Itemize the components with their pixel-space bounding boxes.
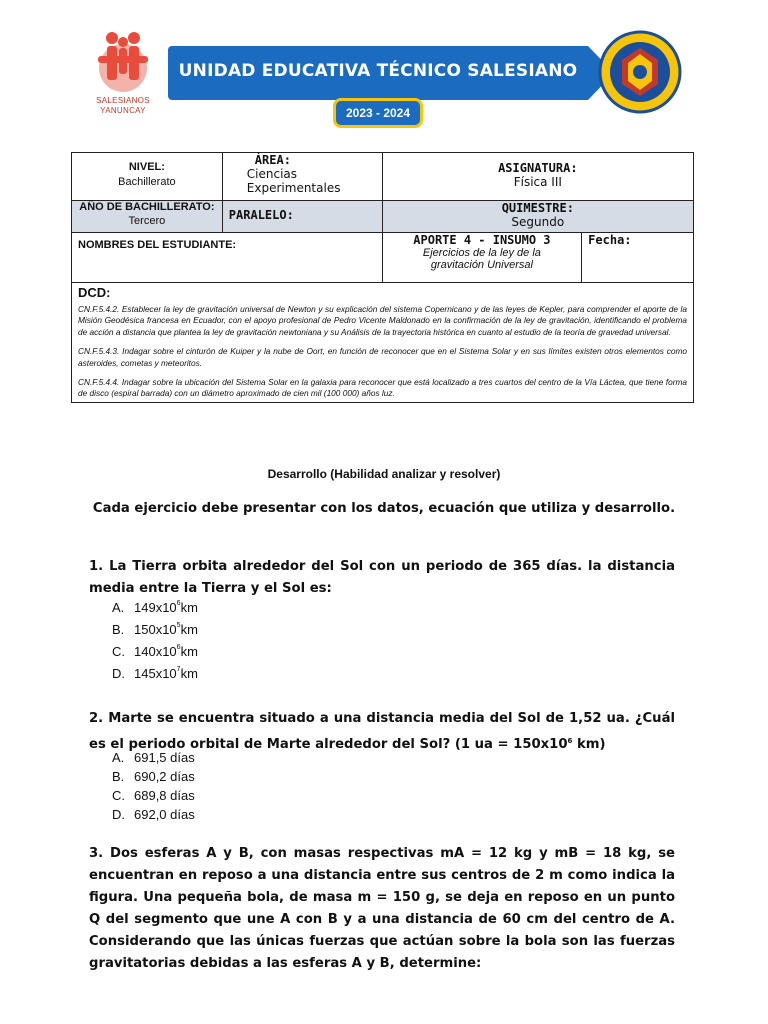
nombres-cell	[72, 233, 383, 283]
question-1-options	[112, 600, 198, 688]
salesianos-logo-icon	[88, 28, 158, 94]
asignatura-value: Física III	[513, 175, 562, 189]
school-crest-icon	[596, 30, 684, 114]
list-item: D. 145x10 7 km	[112, 666, 198, 681]
salesianos-logo	[78, 28, 168, 128]
quimestre-label: QUIMESTRE:	[501, 201, 574, 215]
question-1-text: 1. La Tierra orbita alrededor del Sol con un periodo de 365 días. la distancia media entre la Tierra y el Sol es:	[89, 559, 675, 596]
fecha-label: Fecha:	[588, 233, 632, 247]
paralelo-cell	[222, 201, 382, 233]
student-info-table	[71, 152, 694, 403]
question-3-text: 3. Dos esferas A y B, con masas respectivas mA = 12 kg y mB = 18 kg, se encuentran en reposo a una distancia entre sus centros de 2 m como indica la figura. Una pequeña bola, de masa m = 150 g, se deja en reposo en un punto Q del segmento que une A con B y a una distancia de 60 cm del centro de A. Considerando que las únicas fuerzas que actúan sobre la bola son las fuerzas gravitatorias debidas a las esferas A y B, determine:	[89, 846, 675, 971]
anio-label: AÑO DE BACHILLERATO:	[79, 201, 215, 213]
list-item: D. 692,0 días	[112, 807, 195, 822]
school-year-badge	[333, 98, 423, 128]
aporte-desc-1: Ejercicios de la ley de la	[422, 247, 541, 259]
logo-text-salesianos: SALESIANOS	[96, 96, 150, 105]
nivel-cell	[72, 153, 223, 201]
list-item: C. 140x10 6 km	[112, 644, 198, 659]
title-banner	[168, 46, 588, 100]
list-item: A. 691,5 días	[112, 750, 195, 765]
area-label: ÁREA:	[254, 153, 291, 167]
anio-value: Tercero	[128, 215, 166, 227]
aporte-cell	[382, 233, 582, 283]
anio-cell	[72, 201, 223, 233]
list-item: C. 689,8 días	[112, 788, 195, 803]
instruction: Cada ejercicio debe presentar con los datos, ecuación que utiliza y desarrollo.	[92, 501, 676, 516]
aporte-desc-2: gravitación Universal	[430, 259, 533, 271]
asignatura-cell	[382, 153, 693, 201]
list-item: B. 150x10 5 km	[112, 622, 198, 637]
quimestre-cell	[382, 201, 693, 233]
dcd-paragraph-1: CN.F.5.4.2. Establecer la ley de gravitación universal de Newton y su explicación del sistema Copernicano y de las leyes de Kepler, para comprender el aporte de la Misión Geodésica francesa en Ecuador, con el apoyo profesional de Pedro Vicente Maldonado en la confirmación de la ley de gravitación, identificando el problema de acción a distancia que plantea la ley de gravitación newtoniana y su Análisis de la trayectoria histórica en cuanto al estudio de la teoría de gravedad universal.	[78, 304, 687, 337]
dcd-paragraph-2: CN.F.5.4.3. Indagar sobre el cinturón de Kuiper y la nube de Oort, en función de reconocer que en el Sistema Solar y en sus límites existen otros elementos como asteroides, cometas y meteoritos.	[78, 346, 687, 368]
section-title: Desarrollo (Habilidad analizar y resolver)	[267, 467, 501, 481]
question-2-text: 2. Marte se encuentra situado a una distancia media del Sol de 1,52 ua. ¿Cuál es el periodo orbital de Marte alrededor del Sol? (1 ua = $150x10^6$ km)	[89, 711, 675, 752]
school-crest	[596, 30, 684, 119]
question-2-options	[112, 748, 195, 824]
area-cell	[222, 153, 382, 201]
nombres-label: NOMBRES DEL ESTUDIANTE:	[78, 239, 237, 251]
institution-name: UNIDAD EDUCATIVA TÉCNICO SALESIANO	[178, 61, 578, 81]
school-year: 2023 - 2024	[345, 106, 411, 120]
dcd-paragraph-3: CN.F.5.4.4. Indagar sobre la ubicación del Sistema Solar en la galaxia para reconocer que está localizado a tres cuartos del centro de la Vía Láctea, que tiene forma de disco (espiral barrada) con un diámetro aproximado de cien mil (100 000) años luz.	[78, 377, 687, 399]
nivel-label: NIVEL:	[128, 161, 165, 173]
list-item: B. 690,2 días	[112, 769, 195, 784]
nivel-value: Bachillerato	[118, 176, 176, 188]
quimestre-value: Segundo	[511, 215, 565, 229]
page-header	[0, 0, 768, 140]
dcd-cell	[72, 283, 694, 403]
area-value-2: Experimentales	[246, 181, 341, 195]
aporte-label: APORTE 4 - INSUMO 3	[413, 233, 551, 247]
dcd-label: DCD:	[78, 285, 111, 300]
asignatura-label: ASIGNATURA:	[498, 161, 578, 175]
logo-text-yanuncay: YANUNCAY	[100, 106, 146, 115]
paralelo-label: PARALELO:	[228, 208, 294, 222]
list-item: A. 149x10 6 km	[112, 600, 198, 615]
fecha-cell	[582, 233, 694, 283]
area-value-1: Ciencias	[246, 167, 298, 181]
